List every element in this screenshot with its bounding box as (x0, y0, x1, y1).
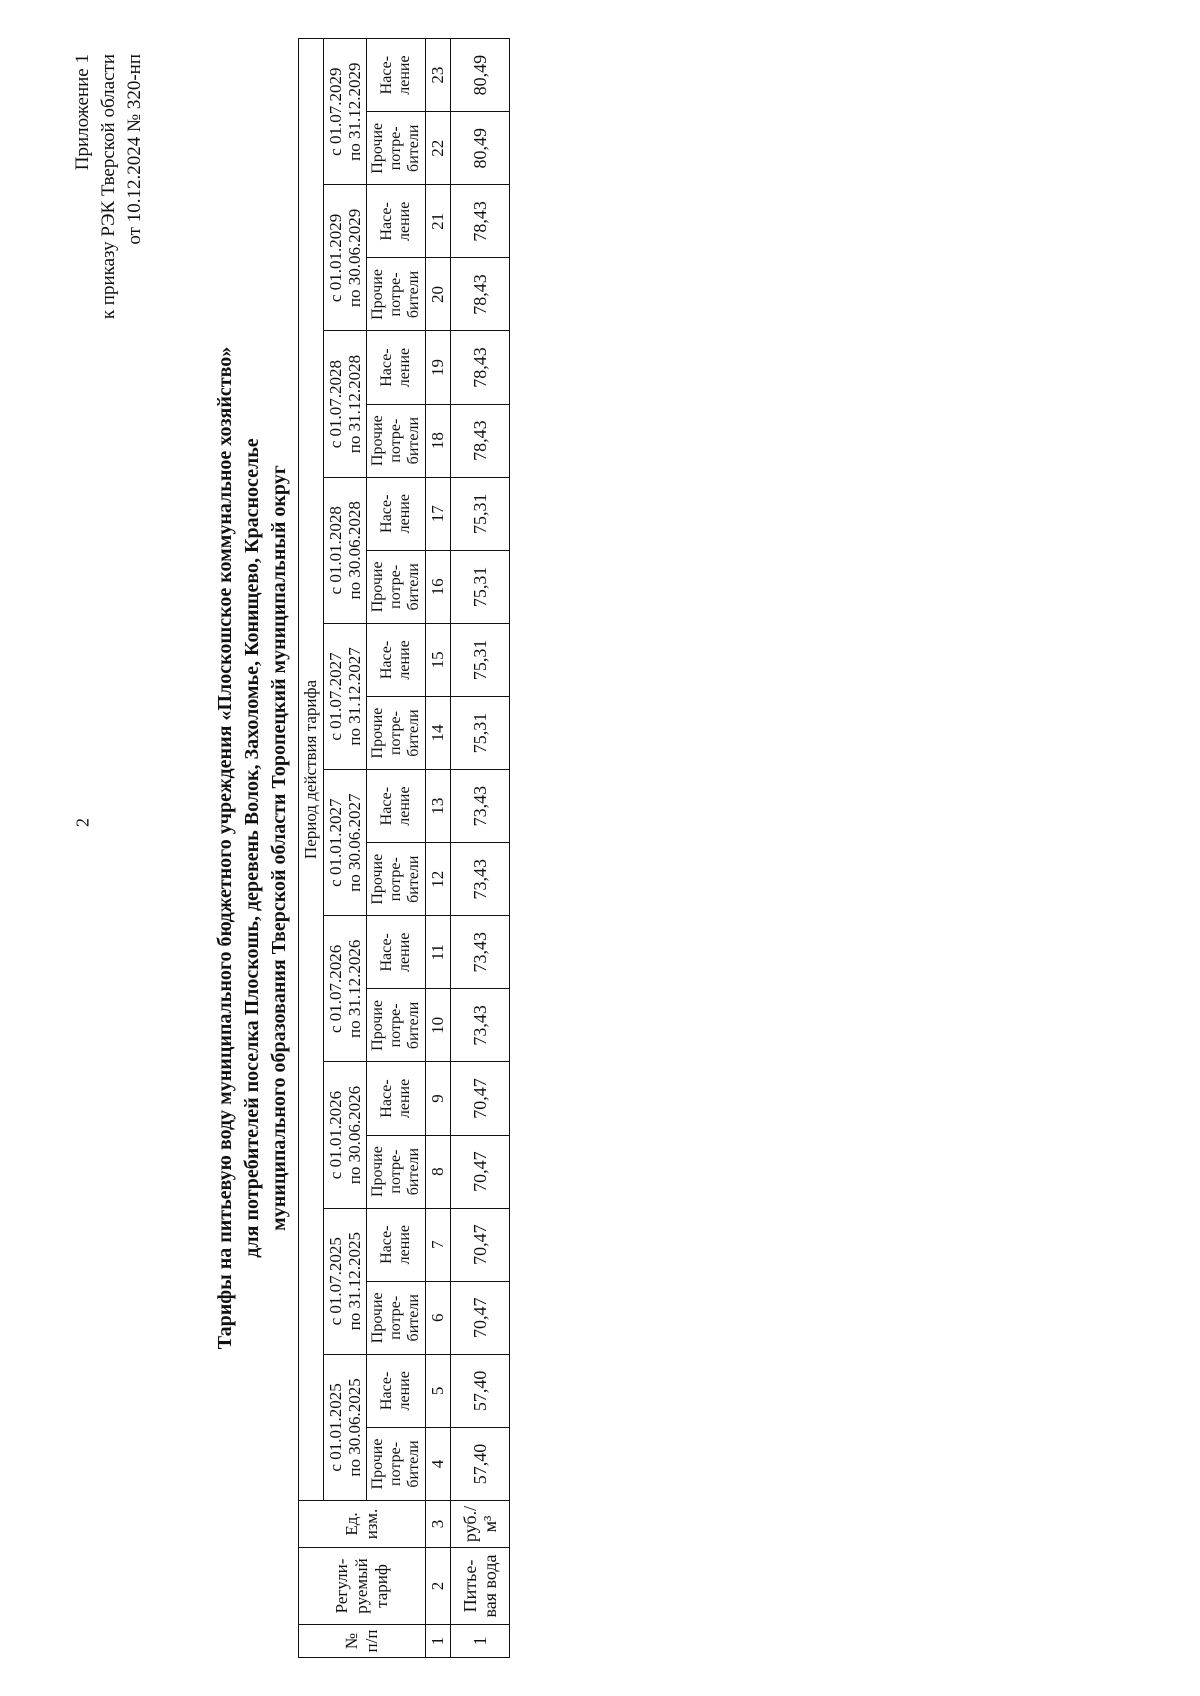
column-index-cell: 17 (426, 477, 451, 550)
period-from: с 01.01.2026 (326, 1090, 345, 1180)
period-to: по 31.12.2028 (345, 354, 364, 454)
column-index-cell: 15 (426, 623, 451, 696)
title-line: Тарифы на питьевую воду муниципального бюджетного учреждения «Плоскошское коммунальное хозяйство» (214, 346, 236, 1350)
row-number-cell: 1 (451, 1625, 510, 1658)
tariff-value-cell: 75,31 (451, 477, 510, 550)
consumer-other-header: Прочие потре-бители (367, 112, 426, 185)
column-index-cell: 19 (426, 331, 451, 404)
header-row (299, 39, 324, 1658)
tariff-table (298, 38, 510, 1658)
consumer-other-header: Прочие потре-бители (367, 989, 426, 1062)
period-header (324, 623, 367, 769)
consumer-population-header: Насе-ление (367, 477, 426, 550)
consumer-population-header: Насе-ление (367, 39, 426, 112)
period-to: по 31.12.2025 (345, 1232, 364, 1331)
period-header (324, 477, 367, 623)
table-row (451, 39, 510, 1658)
annex-line: Приложение 1 (72, 54, 93, 171)
column-index-cell: 10 (426, 989, 451, 1062)
index-row (426, 39, 451, 1658)
consumer-other-header: Прочие потре-бители (367, 404, 426, 477)
consumer-other-header: Прочие потре-бители (367, 696, 426, 769)
tariff-value-cell: 73,43 (451, 989, 510, 1062)
period-to: по 30.06.2028 (345, 501, 364, 600)
tariff-value-cell: 57,40 (451, 1427, 510, 1500)
rotated-page-content (40, 38, 1160, 1658)
period-header (324, 1354, 367, 1500)
period-from: с 01.01.2028 (326, 506, 345, 595)
column-index-cell: 2 (426, 1548, 451, 1625)
column-index-cell: 21 (426, 185, 451, 258)
tariff-value-cell: 80,49 (451, 39, 510, 112)
period-to: по 30.06.2025 (345, 1378, 364, 1477)
tariff-value-cell: 78,43 (451, 331, 510, 404)
tariff-value-cell: 73,43 (451, 843, 510, 916)
period-header (324, 1062, 367, 1208)
consumer-other-header: Прочие потре-бители (367, 1135, 426, 1208)
consumer-other-header: Прочие потре-бители (367, 258, 426, 331)
consumer-other-header: Прочие потре-бители (367, 1427, 426, 1500)
tariff-value-cell: 73,43 (451, 916, 510, 989)
tariff-value-cell: 57,40 (451, 1354, 510, 1427)
period-row (324, 39, 367, 1658)
header-unit: Ед. изм. (299, 1501, 426, 1548)
column-index-cell: 14 (426, 696, 451, 769)
column-index-cell: 5 (426, 1354, 451, 1427)
tariff-value-cell: 75,31 (451, 623, 510, 696)
column-index-cell: 16 (426, 550, 451, 623)
tariff-value-cell: 70,47 (451, 1135, 510, 1208)
period-from: с 01.01.2027 (326, 798, 345, 887)
period-from: с 01.07.2026 (326, 944, 345, 1033)
annex-line: от 10.12.2024 № 320-нп (124, 54, 145, 245)
period-to: по 31.12.2029 (345, 62, 364, 161)
period-header (324, 39, 367, 185)
tariff-value-cell: 78,43 (451, 185, 510, 258)
consumer-population-header: Насе-ление (367, 1354, 426, 1427)
title-line: муниципального образования Тверской области Торопецкий муниципальный округ (268, 465, 290, 1231)
tariff-value-cell: 78,43 (451, 258, 510, 331)
column-index-cell: 22 (426, 112, 451, 185)
consumer-population-header: Насе-ление (367, 331, 426, 404)
consumer-population-header: Насе-ление (367, 770, 426, 843)
column-index-cell: 20 (426, 258, 451, 331)
title-line: для потребителей поселка Плоскошь, деревень Волок, Захоломье, Конищево, Красноселье (241, 438, 263, 1258)
column-index-cell: 1 (426, 1625, 451, 1658)
period-header (324, 1208, 367, 1354)
period-header (324, 916, 367, 1062)
column-index-cell: 7 (426, 1208, 451, 1281)
column-index-cell: 12 (426, 843, 451, 916)
column-index-cell: 13 (426, 770, 451, 843)
period-from: с 01.01.2025 (326, 1383, 345, 1472)
column-index-cell: 6 (426, 1281, 451, 1354)
column-index-cell: 4 (426, 1427, 451, 1500)
consumer-other-header: Прочие потре-бители (367, 1281, 426, 1354)
header-period-caption: Период действия тарифа (299, 39, 324, 1501)
consumer-other-header: Прочие потре-бители (367, 843, 426, 916)
period-from: с 01.07.2029 (326, 67, 345, 156)
consumer-population-header: Насе-ление (367, 1062, 426, 1135)
period-from: с 01.07.2025 (326, 1237, 345, 1326)
page-number: 2 (72, 818, 93, 827)
tariff-value-cell: 70,47 (451, 1062, 510, 1135)
period-header (324, 185, 367, 331)
tariff-value-cell: 73,43 (451, 770, 510, 843)
period-to: по 31.12.2027 (345, 647, 364, 746)
period-from: с 01.07.2028 (326, 359, 345, 449)
consumer-population-header: Насе-ление (367, 623, 426, 696)
consumer-other-header: Прочие потре-бители (367, 550, 426, 623)
column-index-cell: 18 (426, 404, 451, 477)
period-to: по 31.12.2026 (345, 939, 364, 1039)
tariff-value-cell: 80,49 (451, 112, 510, 185)
row-tariff-cell: Питье-вая вода (451, 1548, 510, 1625)
column-index-cell: 3 (426, 1501, 451, 1548)
consumer-population-header: Насе-ление (367, 1208, 426, 1281)
column-index-cell: 9 (426, 1062, 451, 1135)
period-to: по 30.06.2027 (345, 793, 364, 892)
consumer-row (367, 39, 426, 1658)
column-index-cell: 11 (426, 916, 451, 989)
annex-block (70, 54, 148, 319)
tariff-value-cell: 70,47 (451, 1208, 510, 1281)
period-to: по 30.06.2029 (345, 208, 364, 308)
tariff-value-cell: 75,31 (451, 550, 510, 623)
consumer-population-header: Насе-ление (367, 185, 426, 258)
period-from: с 01.07.2027 (326, 652, 345, 741)
period-to: по 30.06.2026 (345, 1085, 364, 1185)
row-unit-cell: руб./м³ (451, 1501, 510, 1548)
header-num: № п/п (299, 1625, 426, 1658)
tariff-value-cell: 70,47 (451, 1281, 510, 1354)
column-index-cell: 8 (426, 1135, 451, 1208)
period-from: с 01.01.2029 (326, 213, 345, 303)
column-index-cell: 23 (426, 39, 451, 112)
tariff-value-cell: 75,31 (451, 696, 510, 769)
period-header (324, 770, 367, 916)
document-title (212, 38, 293, 1658)
header-regulated-tariff: Регули-руемый тариф (299, 1548, 426, 1625)
tariff-value-cell: 78,43 (451, 404, 510, 477)
annex-line: к приказу РЭК Тверской области (98, 54, 119, 320)
consumer-population-header: Насе-ление (367, 916, 426, 989)
period-header (324, 331, 367, 477)
